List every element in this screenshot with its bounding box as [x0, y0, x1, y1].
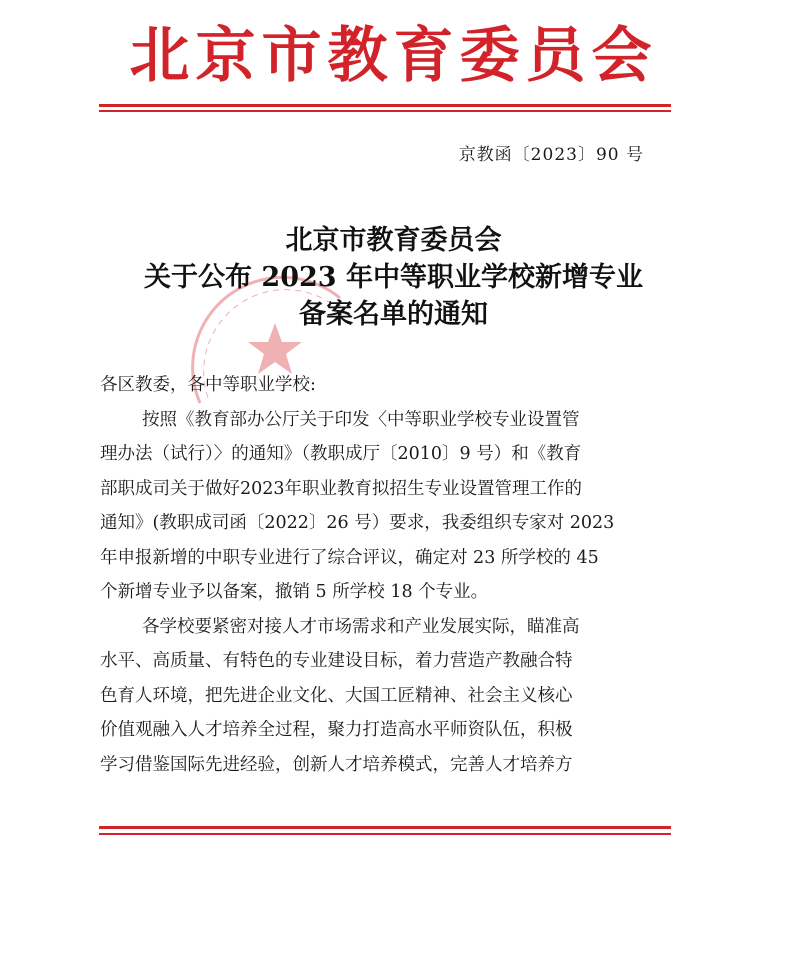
- paragraph-line: 年申报新增的中职专业进行了综合评议，确定对 23 所学校的 45: [100, 547, 599, 568]
- footer-divider-thin: [99, 833, 671, 835]
- title-line-3: 备案名单的通知: [299, 299, 488, 330]
- paragraph-line: 价值观融入人才培养全过程，聚力打造高水平师资队伍，积极: [100, 720, 573, 740]
- paragraph-line: 按照《教育部办公厅关于印发〈中等职业学校专业设置管: [142, 409, 580, 430]
- notice-title: [0, 222, 787, 333]
- paragraph-line: 部职成司关于做好2023年职业教育拟招生专业设置管理工作的: [100, 478, 583, 499]
- masthead-divider-thick: [99, 104, 671, 107]
- paragraph-line: 学习借鉴国际先进经验，创新人才培养模式，完善人才培养方: [100, 754, 573, 775]
- paragraph-line: 个新增专业予以备案，撤销 5 所学校 18 个专业。: [100, 582, 489, 602]
- paragraph-line: 理办法（试行）〉的通知》（教职成厅〔2010〕9 号）和《教育: [100, 444, 582, 464]
- footer-divider-thick: [99, 826, 671, 829]
- masthead-divider-thin: [99, 110, 671, 112]
- paragraph-1: [100, 403, 670, 610]
- paragraph-line: 通知》(教职成司函〔2022〕26 号）要求，我委组织专家对 2023: [100, 513, 615, 533]
- paragraph-line: 各学校要紧密对接人才市场需求和产业发展实际，瞄准高: [142, 616, 580, 637]
- title-line-1: 北京市教育委员会: [285, 225, 502, 256]
- paragraph-line: 色育人环境，把先进企业文化、大国工匠精神、社会主义核心: [100, 685, 573, 706]
- masthead-title: 北京市教育委员会: [129, 21, 658, 91]
- document-number: 京教函〔2023〕90 号: [458, 145, 644, 165]
- title-line-2: 关于公布 2023 年中等职业学校新增专业: [144, 262, 643, 293]
- notice-body: [100, 368, 670, 782]
- paragraph-line: 水平、高质量、有特色的专业建设目标，着力营造产教融合特: [100, 651, 573, 671]
- salutation: 各区教委，各中等职业学校:: [100, 375, 316, 395]
- paragraph-2: [100, 610, 670, 783]
